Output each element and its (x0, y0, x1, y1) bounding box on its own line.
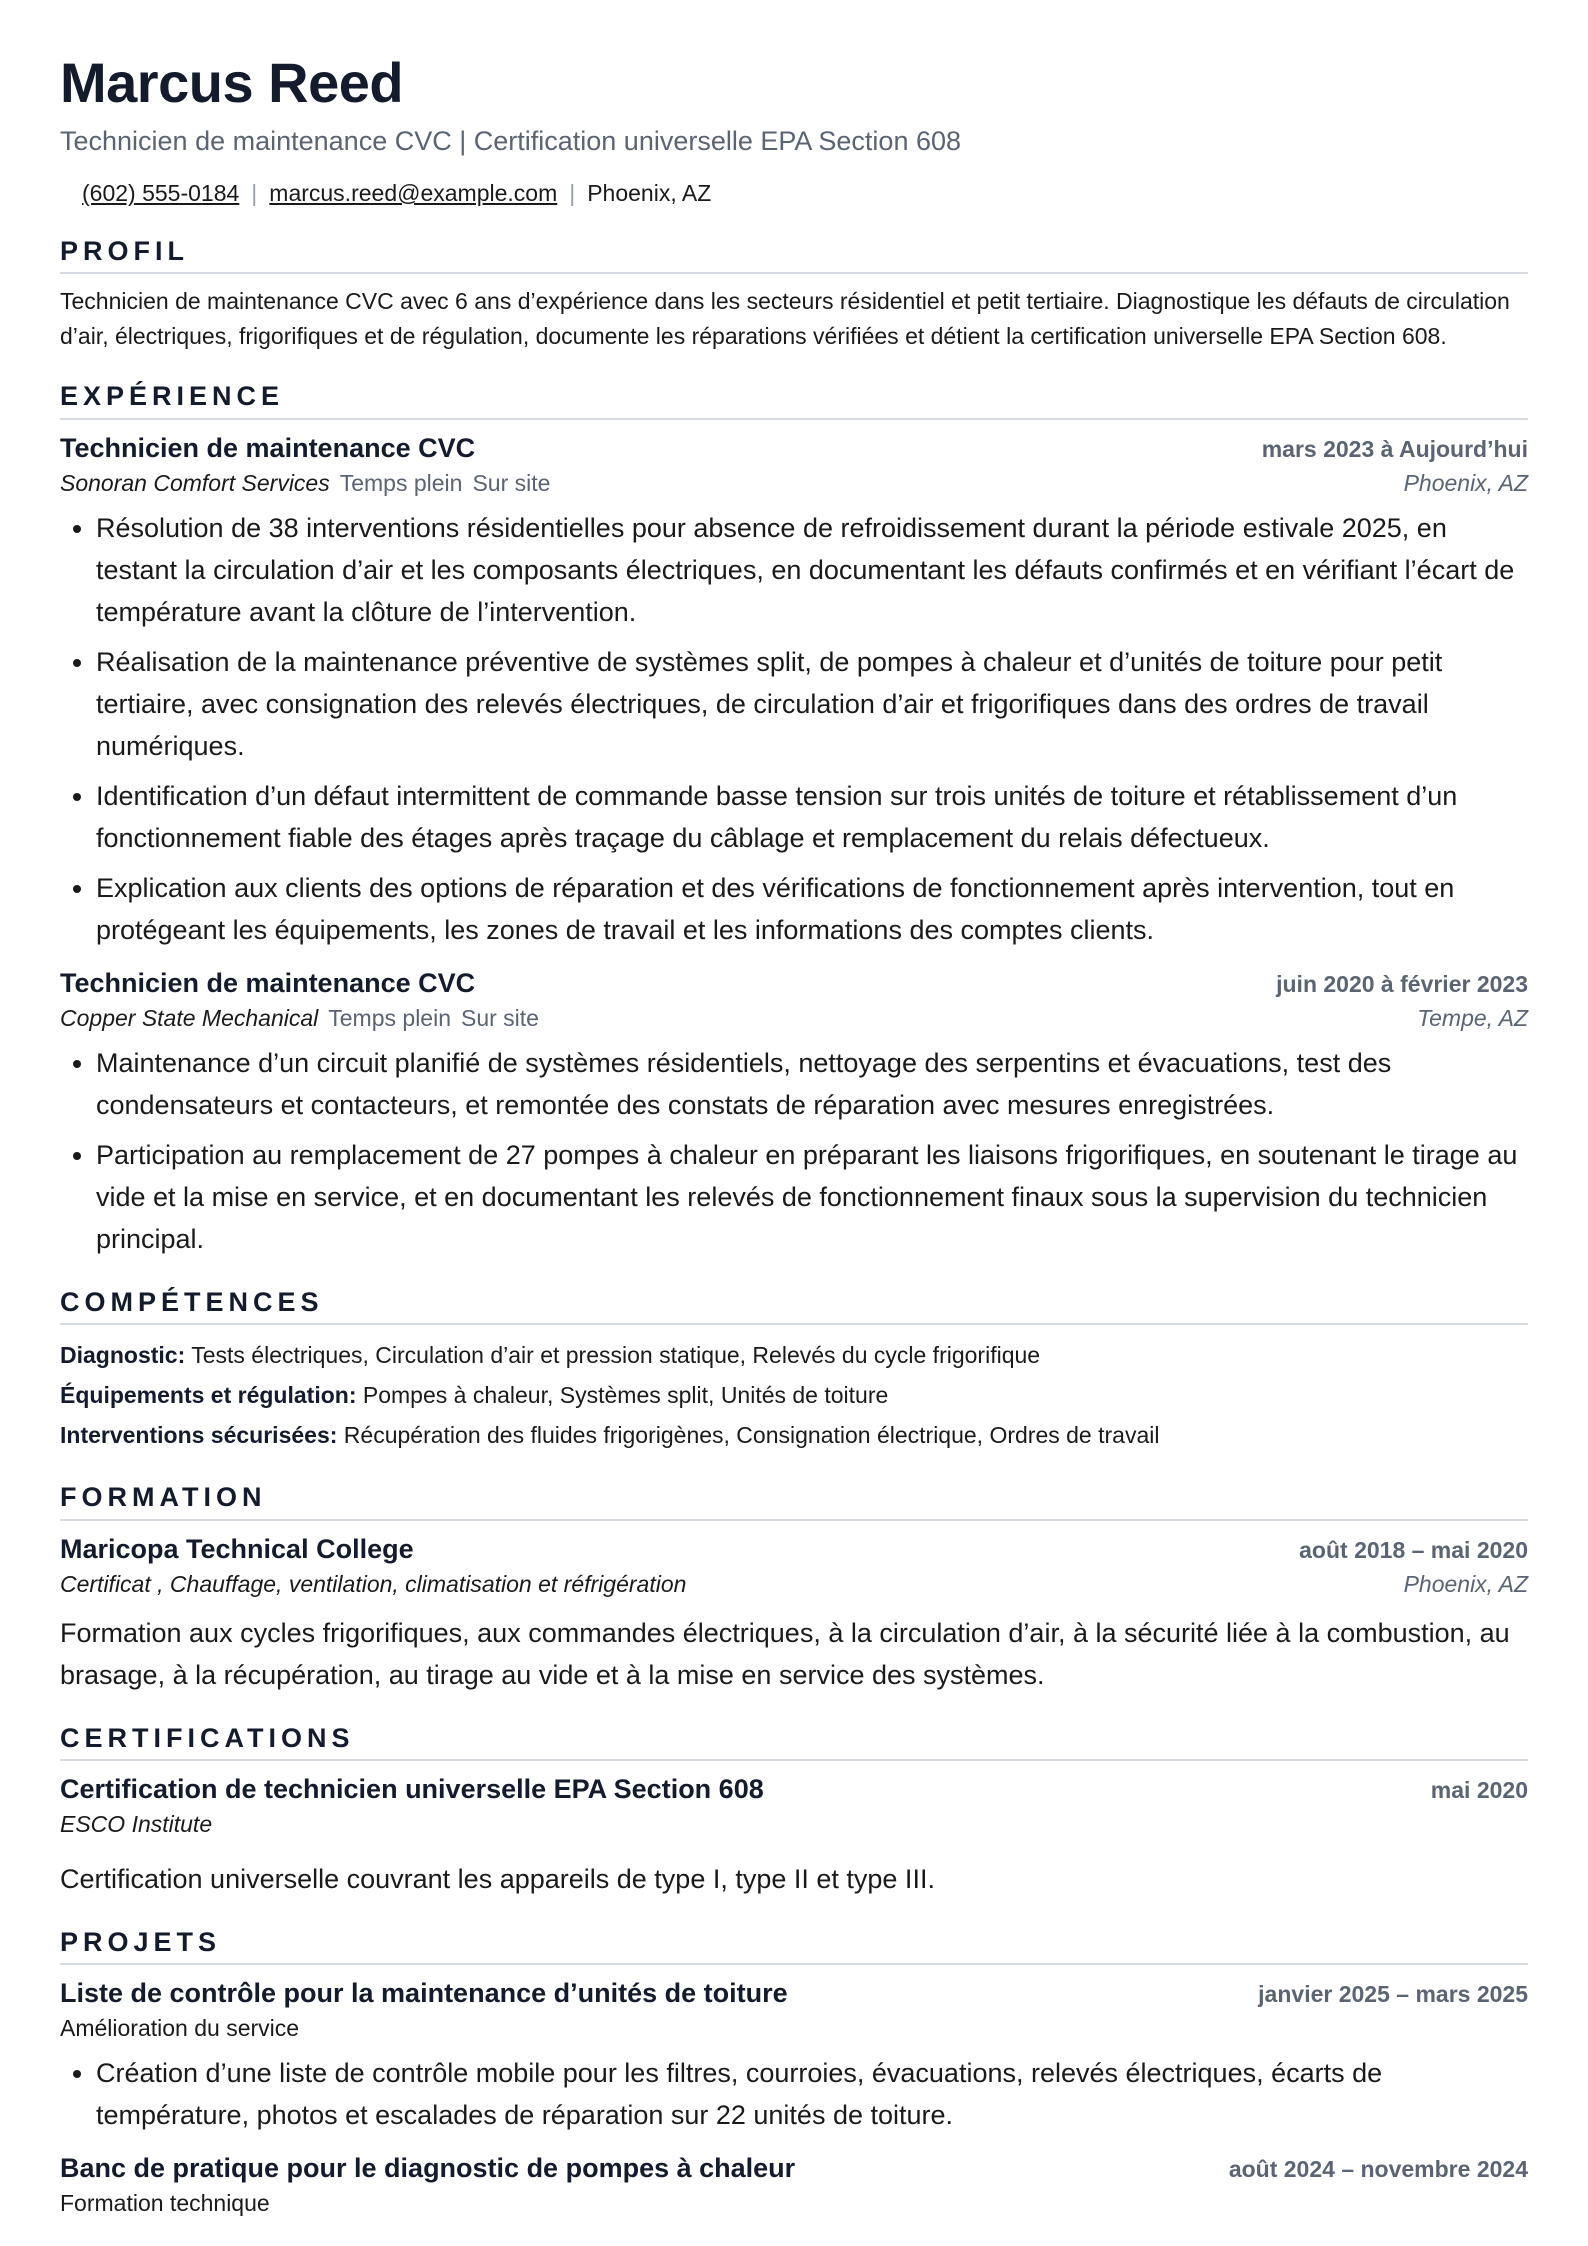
job-bullets (60, 1042, 1528, 1260)
employment-type: Temps plein (339, 469, 463, 496)
employment-type: Temps plein (328, 1004, 451, 1031)
skill-group-items: Récupération des fluides frigorigènes, Consignation électrique, Ordres de travail (343, 1422, 1160, 1449)
project-entry (60, 1975, 1528, 2136)
company-name: Sonoran Comfort Services (60, 469, 330, 496)
project-subtitle: Formation technique (60, 2190, 270, 2217)
project-entry (60, 2150, 1528, 2221)
section-title-experience: EXPÉRIENCE (60, 380, 1528, 419)
education-entry (60, 1531, 1528, 1696)
job-location: Tempe, AZ (1417, 1004, 1528, 1031)
job-dates: juin 2020 à février 2023 (1276, 970, 1528, 997)
contact-separator: | (569, 180, 576, 207)
certifications-section (60, 1722, 1528, 1900)
contact-line (60, 179, 1528, 209)
experience-entry (60, 965, 1528, 1260)
education-location: Phoenix, AZ (1403, 1570, 1528, 1597)
bullet-item: • Identification d’un défaut intermittent de commande basse tension sur trois unités de toiture et rétablissement d’un fonctionnement fiable des étages après traçage du câblage et remplacement du relais défectueux. (96, 775, 1528, 859)
section-title-certifications: CERTIFICATIONS (60, 1722, 1528, 1761)
job-bullets (60, 507, 1528, 951)
certification-description: Certification universelle couvrant les appareils de type I, type II et type III. (60, 1863, 935, 1894)
bullet-item: • Explication aux clients des options de réparation et des vérifications de fonctionnement après intervention, tout en protégeant les équipements, les zones de travail et les informations des comptes clients. (96, 867, 1528, 951)
job-title: Technicien de maintenance CVC (60, 967, 476, 998)
skill-group-items: Pompes à chaleur, Systèmes split, Unités de toiture (362, 1382, 889, 1409)
bullet-item: • Participation au remplacement de 27 pompes à chaleur en préparant les liaisons frigorifiques, en soutenant le tirage au vide et la mise en service, et en documentant les relevés de fonctionnement finaux sous la supervision du technicien principal. (96, 1134, 1528, 1260)
project-name: Liste de contrôle pour la maintenance d’unités de toiture (60, 1978, 788, 2009)
project-dates: août 2024 – novembre 2024 (1228, 2156, 1528, 2183)
certification-entry (60, 1771, 1528, 1900)
bullet-item: • Résolution de 38 interventions résidentielles pour absence de refroidissement durant la période estivale 2025, en testant la circulation d’air et les composants électriques, en documentant les défauts confirmés et en vérifiant l’écart de température avant la clôture de l’intervention. (96, 507, 1528, 633)
skill-group-label: Interventions sécurisées: (60, 1422, 338, 1449)
skill-group-label: Équipements et régulation: (60, 1382, 357, 1409)
project-subtitle: Amélioration du service (60, 2015, 300, 2042)
job-location: Phoenix, AZ (1403, 469, 1528, 496)
project-dates: janvier 2025 – mars 2025 (1258, 1981, 1528, 2008)
projects-section (60, 1926, 1528, 2221)
project-name: Banc de pratique pour le diagnostic de pompes à chaleur (60, 2153, 796, 2184)
certification-date: mai 2020 (1430, 1776, 1528, 1803)
job-dates: mars 2023 à Aujourd’hui (1261, 435, 1528, 462)
candidate-headline: Technicien de maintenance CVC | Certification universelle EPA Section 608 (60, 125, 962, 156)
skill-group (60, 1335, 1528, 1375)
skill-group-label: Diagnostic: (60, 1342, 186, 1369)
skills-section (60, 1286, 1528, 1455)
profile-summary: Technicien de maintenance CVC avec 6 ans d’expérience dans les secteurs résidentiel et petit tertiaire. Diagnostique les défauts de circulation d’air, électriques, frigorifiques et de régulation, documente les réparations vérifiées et détient la certification universelle EPA Section 608. (60, 288, 1510, 350)
email-link[interactable]: marcus.reed@example.com (269, 180, 558, 207)
work-mode: Sur site (461, 1004, 539, 1031)
section-title-skills: COMPÉTENCES (60, 1286, 1528, 1325)
education-section (60, 1481, 1528, 1695)
skill-group (60, 1415, 1528, 1455)
certification-issuer: ESCO Institute (60, 1810, 213, 1837)
section-title-profile: PROFIL (60, 235, 1528, 274)
school-name: Maricopa Technical College (60, 1533, 414, 1564)
profile-section (60, 235, 1528, 354)
degree: Certificat , Chauffage, ventilation, climatisation et réfrigération (60, 1570, 687, 1597)
phone-link[interactable]: (602) 555-0184 (82, 180, 240, 207)
education-description: Formation aux cycles frigorifiques, aux commandes électriques, à la circulation d’air, à la sécurité liée à la combustion, au brasage, à la récupération, au tirage au vide et à la mise en service des systèmes. (60, 1617, 1510, 1690)
section-title-projects: PROJETS (60, 1926, 1528, 1965)
candidate-name: Marcus Reed (60, 51, 404, 114)
project-bullets (60, 2052, 1528, 2136)
job-title: Technicien de maintenance CVC (60, 432, 476, 463)
experience-section (60, 380, 1528, 1259)
contact-separator: | (251, 180, 258, 207)
certification-name: Certification de technicien universelle EPA Section 608 (60, 1773, 764, 1804)
skill-group-items: Tests électriques, Circulation d’air et pression statique, Relevés du cycle frigorifique (191, 1342, 1041, 1369)
work-mode: Sur site (472, 469, 551, 496)
skill-group (60, 1375, 1528, 1415)
education-dates: août 2018 – mai 2020 (1299, 1536, 1528, 1563)
bullet-item: • Maintenance d’un circuit planifié de systèmes résidentiels, nettoyage des serpentins et évacuations, test des condensateurs et contacteurs, et remontée des constats de réparation avec mesures enregistrées. (96, 1042, 1528, 1126)
company-name: Copper State Mechanical (60, 1004, 319, 1031)
section-title-education: FORMATION (60, 1481, 1528, 1520)
experience-entry (60, 430, 1528, 951)
bullet-item: • Création d’une liste de contrôle mobile pour les filtres, courroies, évacuations, relevés électriques, écarts de température, photos et escalades de réparation sur 22 unités de toiture. (96, 2052, 1528, 2136)
bullet-item: • Réalisation de la maintenance préventive de systèmes split, de pompes à chaleur et d’unités de toiture pour petit tertiaire, avec consignation des relevés électriques, de circulation d’air et frigorifiques dans des ordres de travail numériques. (96, 641, 1528, 767)
contact-location: Phoenix, AZ (587, 180, 712, 207)
